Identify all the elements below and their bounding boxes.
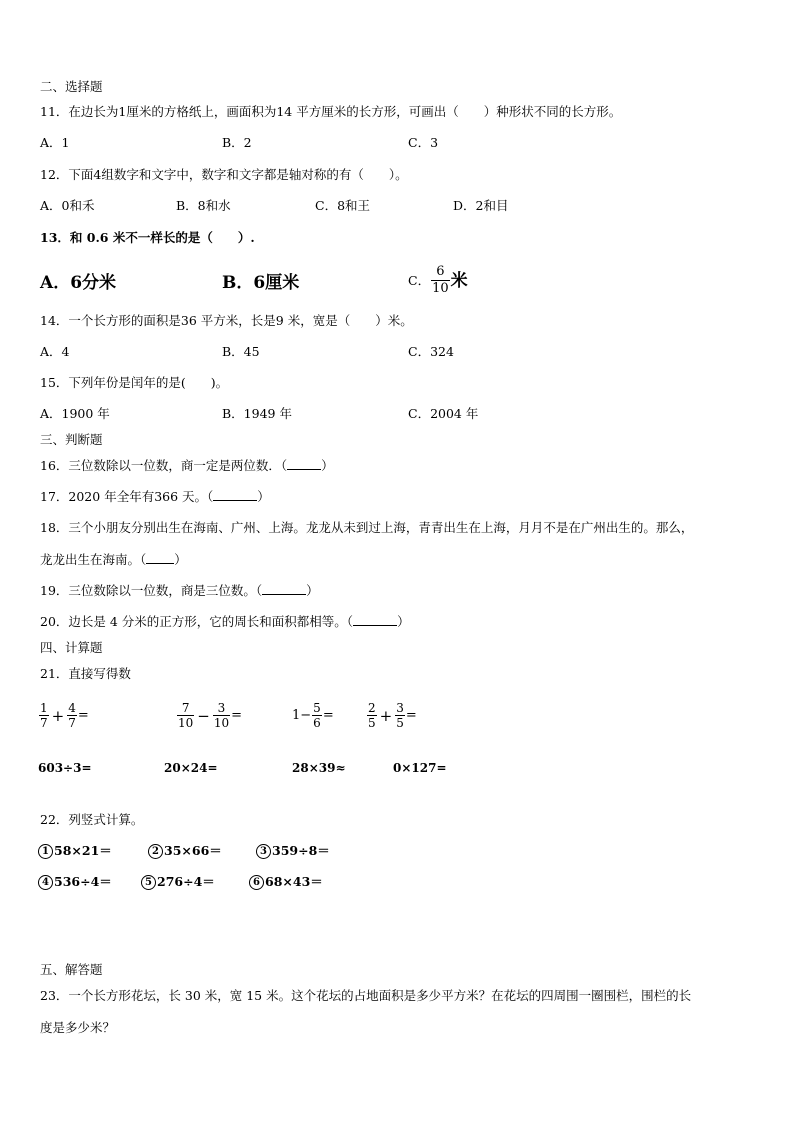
answer-blank[interactable] (146, 563, 174, 564)
fraction (395, 701, 405, 730)
q22-expression: 276÷4＝ (157, 874, 215, 889)
fraction-numerator: 3 (396, 701, 404, 715)
whole-number: 1− (292, 708, 312, 723)
q13-option-c-unit: 米 (450, 270, 468, 291)
fraction-numerator: 4 (68, 701, 76, 715)
equals-sign: = (322, 708, 334, 723)
close-paren: ） (321, 458, 334, 473)
fraction-denominator: 5 (368, 716, 376, 730)
q22-item-1 (38, 843, 112, 859)
fraction-numerator: 6 (436, 264, 445, 279)
question-13 (40, 230, 255, 246)
question-15: 15．下列年份是闰年的是( )。 (40, 375, 229, 390)
q21-expression-4 (366, 701, 417, 730)
fraction-numerator: 5 (313, 701, 321, 715)
q22-expression: 536÷4＝ (54, 874, 112, 889)
q15-option-a: A．1900 年 (40, 406, 110, 421)
answer-blank[interactable] (287, 469, 321, 470)
fraction-denominator: 10 (432, 281, 449, 296)
q22-expression: 35×66＝ (164, 843, 222, 858)
fraction (67, 701, 77, 730)
q21-oral-2: 20×24= (164, 761, 218, 775)
q22-item-5 (141, 874, 215, 890)
q12-option-b: B．8和水 (176, 198, 231, 213)
question-14: 14．一个长方形的面积是36 平方米，长是9 米，宽是（ ）米。 (40, 313, 413, 328)
question-20-text: 20．边长是 4 分米的正方形，它的周长和面积都相等。（ (40, 614, 354, 629)
equals-sign: = (77, 708, 89, 723)
operator: + (51, 706, 65, 725)
question-17-text: 17．2020 年全年有366 天。（ (40, 489, 214, 504)
section-heading-calculation: 四、计算题 (40, 640, 103, 655)
question-19-text: 19．三位数除以一位数，商是三位数。（ (40, 583, 263, 598)
q12-option-c: C．8和王 (315, 198, 371, 213)
fraction-denominator: 6 (313, 716, 321, 730)
q21-oral-1: 603÷3= (38, 761, 92, 775)
fraction-numerator: 7 (181, 701, 190, 715)
q11-option-a: A．1 (40, 135, 70, 150)
close-paren: ） (397, 614, 410, 629)
q15-option-b: B．1949 年 (222, 406, 292, 421)
question-23-line2: 度是多少米？ (40, 1020, 116, 1035)
question-18-line1: 18．三个小朋友分别出生在海南、广州、上海。龙龙从未到过上海，青青出生在上海，月月不是在广州出生的。那么， (40, 520, 694, 535)
fraction (177, 701, 194, 730)
question-22: 22．列竖式计算。 (40, 812, 144, 827)
q22-item-2 (148, 843, 222, 859)
q13-stem: 13．和 0.6 米不一样长的是（ ）. (40, 230, 255, 245)
q13-option-b: B．6厘米 (222, 273, 300, 293)
q12-option-a: A．0和禾 (40, 198, 95, 213)
q13-option-c (408, 264, 468, 297)
q11-option-b: B．2 (222, 135, 252, 150)
question-21: 21．直接写得数 (40, 666, 131, 681)
answer-blank[interactable] (262, 594, 306, 595)
section-heading-word-problems: 五、解答题 (40, 962, 103, 977)
fraction-denominator: 7 (68, 716, 76, 730)
fraction-numerator: 3 (217, 701, 226, 715)
q13-option-c-prefix: C． (408, 272, 431, 288)
q15-option-c: C．2004 年 (408, 406, 479, 421)
fraction-denominator: 5 (396, 716, 404, 730)
circled-number: 1 (38, 844, 53, 859)
fraction-denominator: 7 (40, 716, 48, 730)
circled-number: 4 (38, 875, 53, 890)
fraction-numerator: 2 (368, 701, 376, 715)
answer-blank[interactable] (353, 625, 397, 626)
q22-expression: 58×21＝ (54, 843, 112, 858)
q22-expression: 68×43＝ (265, 874, 323, 889)
answer-blank[interactable] (213, 500, 257, 501)
q21-expression-2 (176, 701, 242, 730)
close-paren: ） (257, 489, 270, 504)
fraction-numerator: 1 (40, 701, 48, 715)
section-heading-judgement: 三、判断题 (40, 432, 103, 447)
fraction (312, 701, 322, 730)
q12-option-d: D．2和目 (453, 198, 509, 213)
q13-option-a: A．6分米 (40, 273, 117, 293)
question-16-text: 16．三位数除以一位数，商一定是两位数．（ (40, 458, 288, 473)
q22-item-3 (256, 843, 330, 859)
operator: + (379, 706, 393, 725)
fraction (367, 701, 377, 730)
q13-option-c-fraction (431, 264, 450, 297)
circled-number: 6 (249, 875, 264, 890)
section-heading-choice: 二、选择题 (40, 79, 103, 94)
q21-oral-4: 0×127= (393, 761, 447, 775)
question-16 (40, 458, 334, 474)
q14-option-a: A．4 (40, 344, 70, 359)
q21-expression-3 (292, 701, 334, 730)
circled-number: 3 (256, 844, 271, 859)
circled-number: 5 (141, 875, 156, 890)
question-12: 12．下面4组数字和文字中，数字和文字都是轴对称的有（ ）。 (40, 167, 408, 182)
q22-item-6 (249, 874, 323, 890)
question-17 (40, 489, 270, 505)
question-19 (40, 583, 319, 599)
q21-expression-1 (38, 701, 89, 730)
q11-option-c: C．3 (408, 135, 439, 150)
equals-sign: = (231, 708, 243, 723)
fraction-denominator: 10 (213, 716, 230, 730)
q22-expression: 359÷8＝ (272, 843, 330, 858)
question-11: 11．在边长为1厘米的方格纸上，画面积为14 平方厘米的长方形，可画出（ ）种形状不同的长方形。 (40, 104, 622, 119)
close-paren: ） (306, 583, 319, 598)
q21-oral-3: 28×39≈ (292, 761, 346, 775)
question-23-line1: 23．一个长方形花坛，长 30 米，宽 15 米。这个花坛的占地面积是多少平方米？在花坛的四周围一圈围栏，围栏的长 (40, 988, 692, 1003)
question-18-line2 (40, 552, 187, 568)
question-18-text: 龙龙出生在海南。（ (40, 552, 147, 567)
fraction-denominator: 10 (178, 716, 194, 730)
operator: − (197, 706, 210, 725)
question-20 (40, 614, 410, 630)
circled-number: 2 (148, 844, 163, 859)
close-paren: ） (174, 552, 187, 567)
q14-option-c: C．324 (408, 344, 454, 359)
fraction (39, 701, 49, 730)
fraction (213, 701, 230, 730)
equals-sign: = (405, 708, 417, 723)
q14-option-b: B．45 (222, 344, 260, 359)
q22-item-4 (38, 874, 112, 890)
